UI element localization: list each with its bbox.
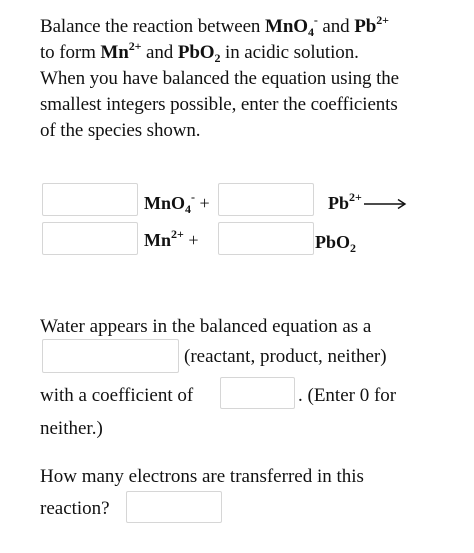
- with-coefficient-text: with a coefficient of: [40, 385, 194, 406]
- acidic-solution-text: in acidic solution.: [220, 42, 359, 63]
- and-text-2: and: [141, 42, 178, 63]
- pbo2-label: PbO$_2$: [315, 232, 357, 255]
- question-line-3: When you have balanced the equation using the: [40, 68, 400, 89]
- neither-text: neither.): [40, 418, 103, 439]
- coefficient-pbo2-input[interactable]: [218, 222, 314, 255]
- question-text: [40, 14, 460, 144]
- electrons-input[interactable]: [126, 491, 222, 523]
- question-line-1: [40, 14, 460, 40]
- mn-formula: $Mn^{2+}$: [100, 39, 142, 63]
- reaction-arrow-icon: [364, 198, 410, 210]
- mno4-label: MnO$_4$- +: [144, 190, 210, 216]
- pbo2-formula: PbO$_2$: [177, 42, 221, 65]
- mn-label: $Mn^{2+}$ +: [144, 227, 199, 250]
- mno4-formula: MnO$_4$-: [264, 13, 318, 39]
- coefficient-pb-input[interactable]: [218, 183, 314, 216]
- reaction-text: reaction?: [40, 498, 110, 519]
- water-coefficient-input[interactable]: [220, 377, 295, 409]
- coefficient-mno4-input[interactable]: [42, 183, 138, 216]
- question-line-4: smallest integers possible, enter the coefficients: [40, 94, 398, 115]
- electrons-question-text: How many electrons are transferred in this: [40, 466, 364, 487]
- pb-label: $Pb^{2+}$: [328, 190, 362, 213]
- question-intro-text: Balance the reaction between: [40, 16, 265, 37]
- coefficient-mn-input[interactable]: [42, 222, 138, 255]
- water-question-text: Water appears in the balanced equation as a: [40, 316, 372, 337]
- question-line-5: of the species shown.: [40, 120, 201, 141]
- question-line-2: [40, 40, 460, 66]
- and-text: and: [317, 16, 355, 37]
- water-options-text: (reactant, product, neither): [184, 346, 387, 367]
- pb-formula: $Pb^{2+}$: [354, 13, 389, 37]
- enter-zero-text: . (Enter 0 for: [298, 385, 397, 406]
- to-form-text: to form: [40, 42, 101, 63]
- water-role-input[interactable]: [42, 339, 179, 373]
